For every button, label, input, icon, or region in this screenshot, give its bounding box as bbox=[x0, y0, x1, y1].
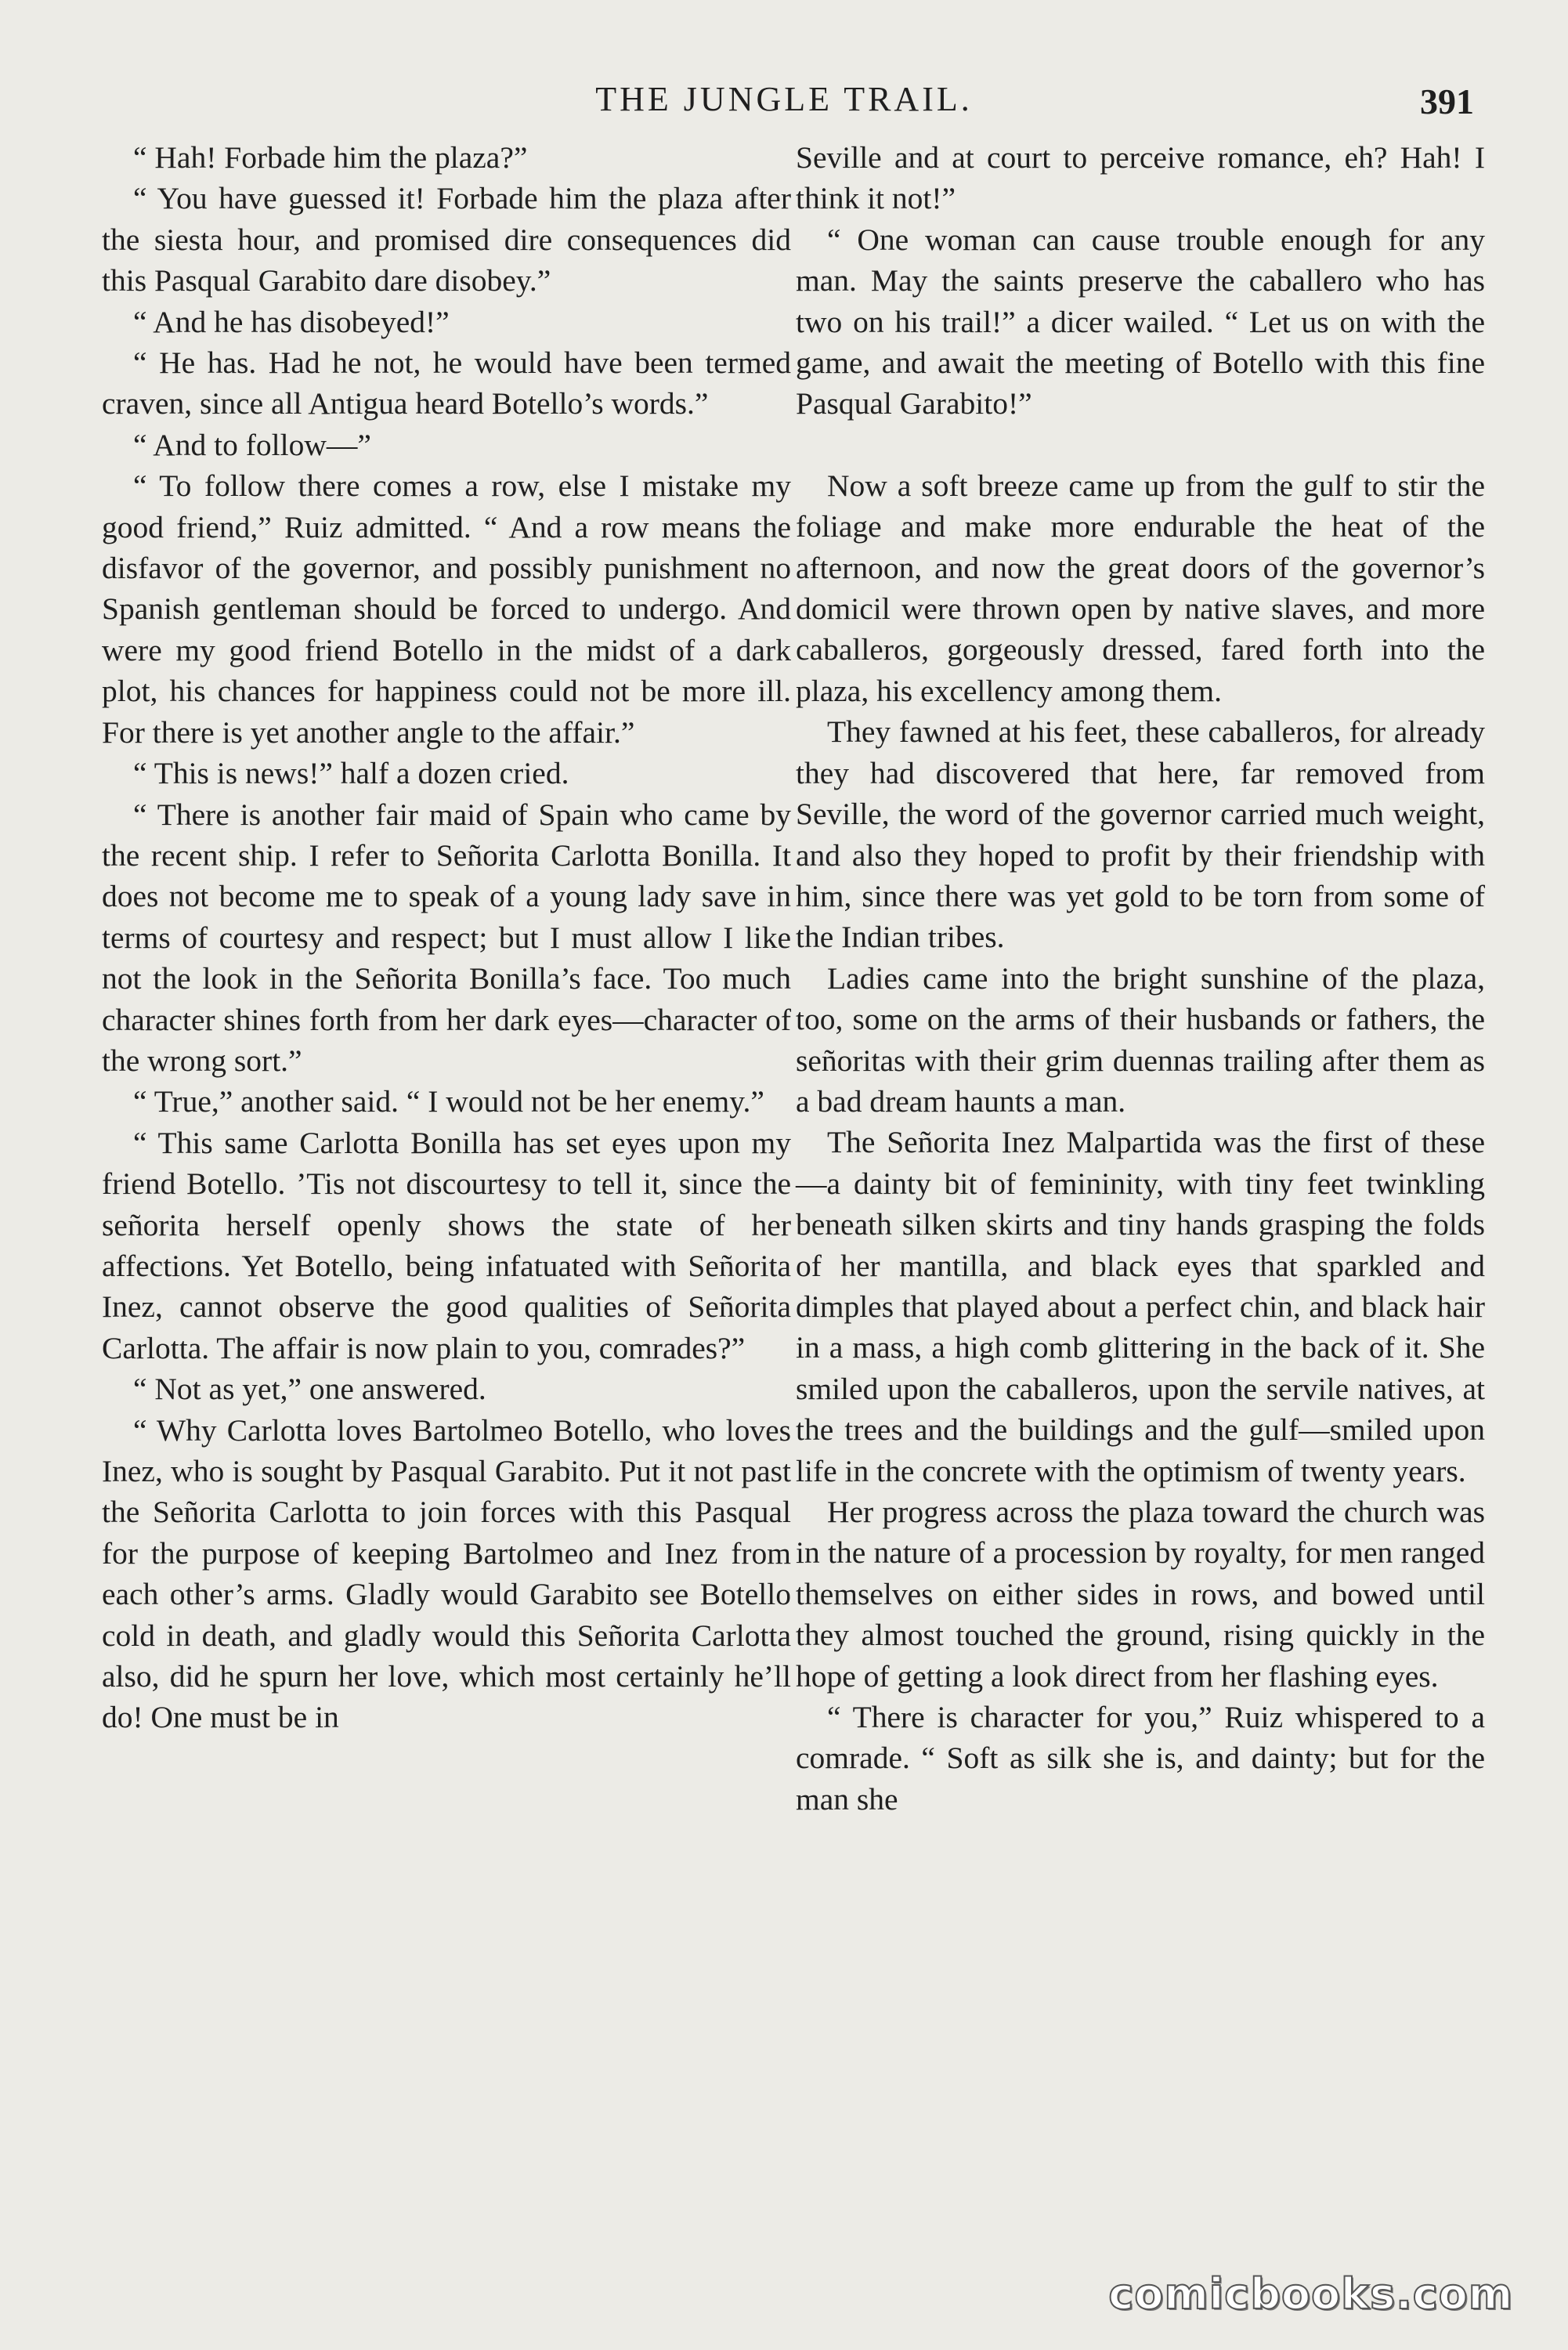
running-title: THE JUNGLE TRAIL. bbox=[595, 80, 973, 118]
paragraph: Ladies came into the bright sunshine of the plaza, too, some on the arms of their husbands or fathers, the señoritas with their grim duennas trailing after them as a bad dream haunts a man. bbox=[796, 960, 1485, 1119]
paragraph: “ You have guessed it! Forbade him the plaza after the siesta hour, and promised dire consequences did this Pasqual Garabito dare disobey.” bbox=[102, 181, 791, 298]
left-column bbox=[102, 137, 791, 1738]
paragraph: “ Why Carlotta loves Bartolmeo Botello, who loves Inez, who is sought by Pasqual Garabito. Put it not past the Señorita Carlotta to join forces with this Pasqual for the purpose of keeping Bartolmeo and Inez from each other’s arms. Gladly would Garabito see Botello cold in death, and gladly would this Señorita Carlotta also, did he spurn her love, which most certainly he’ll do! One must be in bbox=[102, 1412, 791, 1735]
page-header bbox=[0, 74, 1568, 137]
page-number: 391 bbox=[1420, 81, 1474, 121]
paragraph: “ And to follow—” bbox=[133, 427, 371, 462]
section-break bbox=[796, 425, 1485, 465]
paragraph: They fawned at his feet, these caballeros, for already they had discovered that here, far removed from Seville, the word of the governor carried much weight, and also they hoped to profit by their friendship with him, since there was yet gold to be torn from some of the Indian tribes. bbox=[796, 714, 1485, 955]
paragraph: Now a soft breeze came up from the gulf to stir the foliage and make more endurable the heat of the afternoon, and now the great doors of the governor’s domicil were thrown open by native slaves, and more caballeros, gorgeously dressed, fared forth into the plaza, his excellency among them. bbox=[796, 468, 1485, 708]
paragraph: “ There is another fair maid of Spain who came by the recent ship. I refer to Señorita Carlotta Bonilla. It does not become me to speak of a young lady save in terms of courtesy and respect; but I must allow I like not the look in the Señorita Bonilla’s face. Too much character shines forth from her dark eyes—character of the wrong sort.” bbox=[102, 797, 791, 1078]
paragraph: “ True,” another said. “ I would not be her enemy.” bbox=[133, 1084, 764, 1119]
paragraph: “ To follow there comes a row, else I mistake my good friend,” Ruiz admitted. “ And a row means the disfavor of the governor, and possibly punishment no Spanish gentleman should be forced to undergo. And were my good friend Botello in the midst of a dark plot, his chances for happiness could not be more ill. For there is yet another angle to the affair.” bbox=[102, 468, 791, 750]
paragraph: “ Not as yet,” one answered. bbox=[133, 1372, 486, 1407]
site-watermark: comicbooks.com bbox=[1108, 2269, 1513, 2319]
paragraph: Her progress across the plaza toward the church was in the nature of a procession by royalty, for men ranged themselves on either sides in rows, and bowed until they almost touched the ground, rising quickly in the hope of getting a look direct from her flashing eyes. bbox=[796, 1495, 1485, 1694]
paragraph: “ This is news!” half a dozen cried. bbox=[133, 756, 569, 791]
paragraph: “ Hah! Forbade him the plaza?” bbox=[133, 140, 528, 175]
right-column bbox=[796, 137, 1485, 1820]
continuation-paragraph: Seville and at court to perceive romance, eh? Hah! I think it not!” bbox=[796, 140, 1485, 216]
paragraph: “ And he has disobeyed!” bbox=[133, 304, 450, 339]
paragraph: “ There is character for you,” Ruiz whispered to a comrade. “ Soft as silk she is, and dainty; but for the man she bbox=[796, 1700, 1485, 1817]
paragraph: “ One woman can cause trouble enough for any man. May the saints preserve the caballero who has two on his trail!” a dicer wailed. “ Let us on with the game, and await the meeting of Botello with this fine Pasqual Garabito!” bbox=[796, 222, 1485, 421]
paragraph: The Señorita Inez Malpartida was the first of these—a dainty bit of femininity, with tiny feet twinkling beneath silken skirts and tiny hands grasping the folds of her mantilla, and black eyes that sparkled and dimples that played about a perfect chin, and black hair in a mass, a high comb glittering in the back of it. She smiled upon the caballeros, upon the servile natives, at the trees and the buildings and the gulf—smiled upon life in the concrete with the optimism of twenty years. bbox=[796, 1125, 1485, 1488]
paragraph: “ This same Carlotta Bonilla has set eyes upon my friend Botello. ’Tis not discourtesy to tell it, since the señorita herself openly shows the state of her affections. Yet Botello, being infatuated with Señorita Inez, cannot observe the good qualities of Señorita Carlotta. The affair is now plain to you, comrades?” bbox=[102, 1125, 791, 1365]
paragraph: “ He has. Had he not, he would have been termed craven, since all Antigua heard Botello’s words.” bbox=[102, 345, 791, 421]
